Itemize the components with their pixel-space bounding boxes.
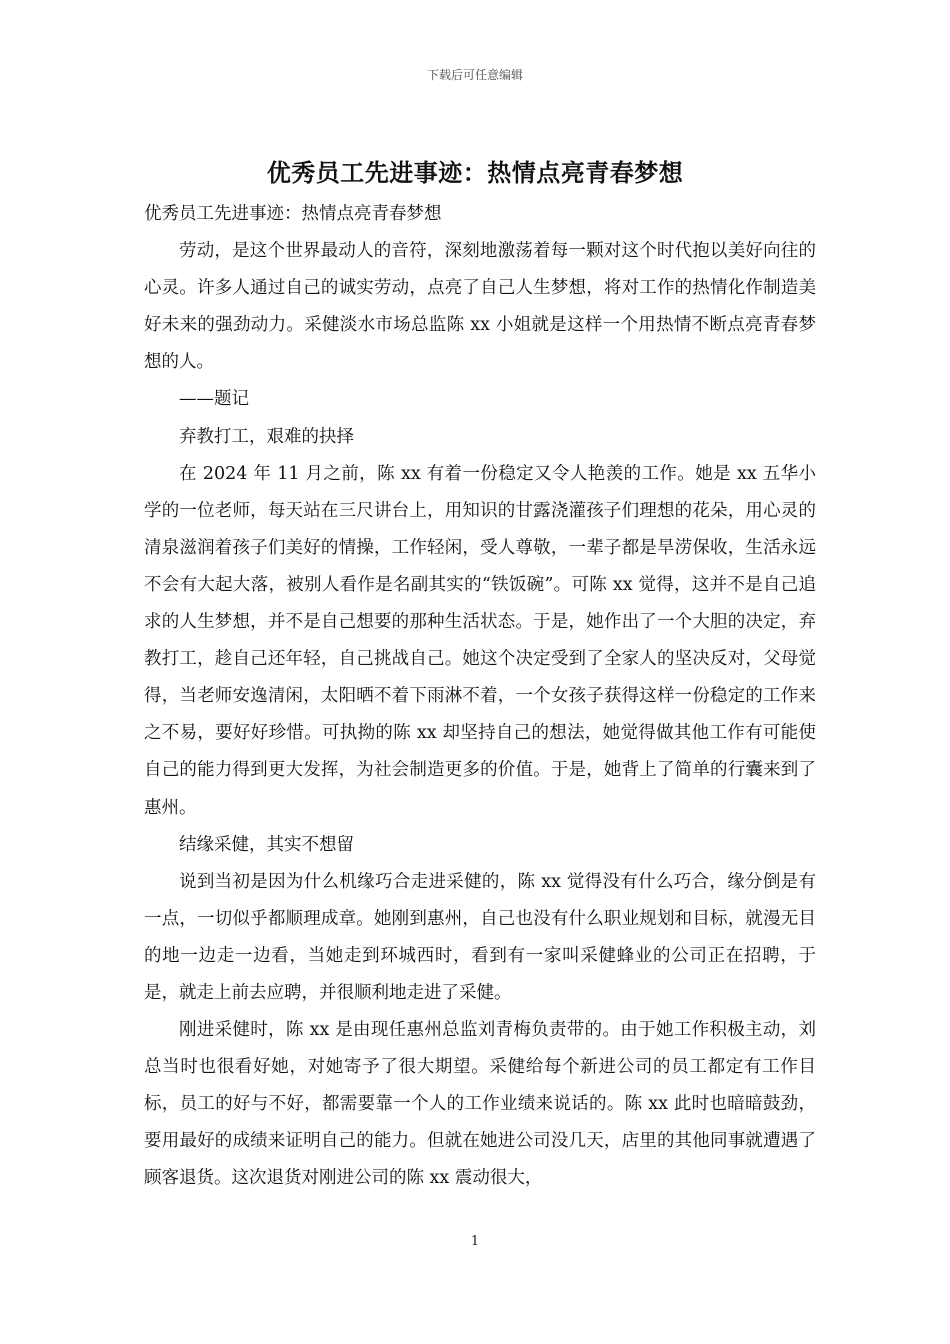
- header-note: 下载后可任意编辑: [426, 68, 523, 82]
- section-heading: 结缘采健，其实不想留: [179, 834, 354, 855]
- page-number: 1: [470, 1234, 480, 1249]
- body-paragraph: 劳动，是这个世界最动人的音符，深刻地激荡着每一颗对这个时代抱以美好向往的心灵。许多人通过自己的诚实劳动，点亮了自己人生梦想，将对工作的热情化作制造美好未来的强劲动力。采健淡水市场总监陈 xx 小姐就是这样一个用热情不断点亮青春梦想的人。: [144, 241, 816, 373]
- body-paragraph: 刚进采健时，陈 xx 是由现任惠州总监刘青梅负责带的。由于她工作积极主动，刘总当时也很看好她，对她寄予了很大期望。采健给每个新进公司的员工都定有工作目标，员工的好与不好，都需要靠一个人的工作业绩来说话的。陈 xx 此时也暗暗鼓劲，要用最好的成绩来证明自己的能力。但就在她进公司没几天，店里的其他同事就遭遇了顾客退货。这次退货对刚进公司的陈 xx 震动很大，: [144, 1020, 816, 1189]
- section-heading: 弃教打工，艰难的抉择: [179, 426, 354, 447]
- document-title: 优秀员工先进事迹：热情点亮青春梦想: [266, 158, 684, 187]
- epigraph-attribution: ——题记: [179, 389, 249, 410]
- body-paragraph: 说到当初是因为什么机缘巧合走进采健的，陈 xx 觉得没有什么巧合，缘分倒是有一点，一切似乎都顺理成章。她刚到惠州，自己也没有什么职业规划和目标，就漫无目的地一边走一边看，当她走到环城西时，看到有一家叫采健蜂业的公司正在招聘，于是，就走上前去应聘，并很顺利地走进了采健。: [144, 871, 816, 1003]
- body-paragraph: 在 2024 年 11 月之前，陈 xx 有着一份稳定又令人艳羡的工作。她是 xx 五华小学的一位老师，每天站在三尺讲台上，用知识的甘露浇灌孩子们理想的花朵，用心灵的清泉滋润着孩子们美好的情操，工作轻闲，受人尊敬，一辈子都是旱涝保收，生活永远不会有大起大落，被别人看作是名副其实的“铁饭碗”。可陈 xx 觉得，这并不是自己追求的人生梦想，并不是自己想要的那种生活状态。于是，她作出了一个大胆的决定，弃教打工，趁自己还年轻，自己挑战自己。她这个决定受到了全家人的坚决反对，父母觉得，当老师安逸清闲，太阳晒不着下雨淋不着，一个女孩子获得这样一份稳定的工作来之不易，要好好珍惜。可执拗的陈 xx 却坚持自己的想法，她觉得做其他工作有可能使自己的能力得到更大发挥，为社会制造更多的价值。于是，她背上了简单的行囊来到了惠州。: [144, 463, 816, 818]
- document-body: [144, 196, 816, 1198]
- subtitle-paragraph: 优秀员工先进事迹：热情点亮青春梦想: [144, 204, 442, 224]
